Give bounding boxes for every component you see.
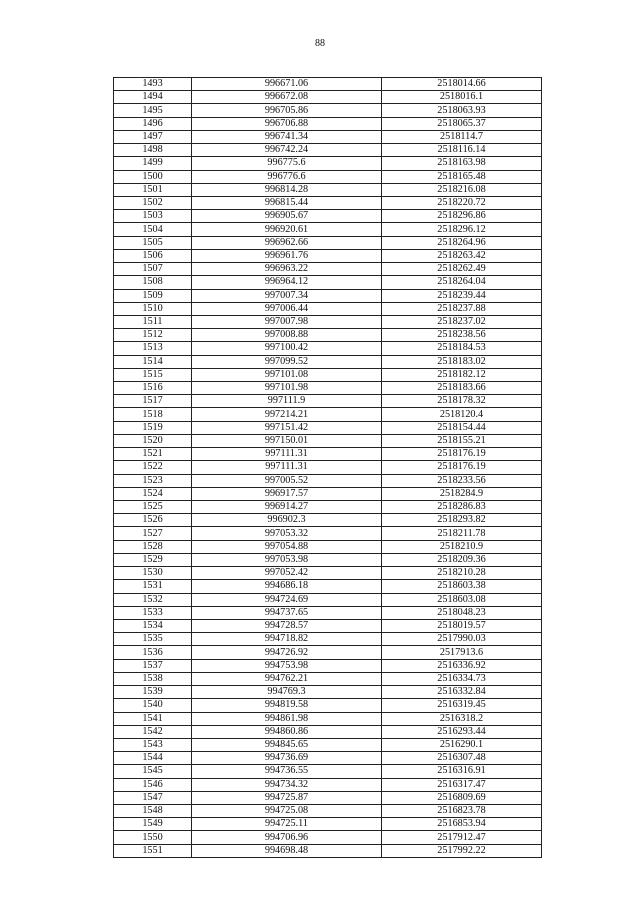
table-row [114,434,542,447]
table-row [114,553,542,566]
point-id-cell: 1522 [114,461,192,474]
point-id-cell: 1542 [114,725,192,738]
table-row [114,329,542,342]
y-coordinate-cell: 2518048.23 [382,606,542,619]
point-id-cell: 1507 [114,263,192,276]
y-coordinate-cell: 2518237.88 [382,302,542,315]
table-row [114,725,542,738]
table-row [114,699,542,712]
y-coordinate-cell: 2518210.9 [382,540,542,553]
y-coordinate-cell: 2518296.86 [382,210,542,223]
x-coordinate-cell: 994736.69 [192,752,382,765]
x-coordinate-cell: 994725.08 [192,805,382,818]
point-id-cell: 1516 [114,382,192,395]
point-id-cell: 1501 [114,183,192,196]
point-id-cell: 1538 [114,672,192,685]
x-coordinate-cell: 996902.3 [192,514,382,527]
x-coordinate-cell: 994726.92 [192,646,382,659]
table-row [114,196,542,209]
table-row [114,315,542,328]
table-row [114,170,542,183]
x-coordinate-cell: 994845.65 [192,738,382,751]
y-coordinate-cell: 2517992.22 [382,844,542,857]
y-coordinate-cell: 2518176.19 [382,448,542,461]
coordinate-table [113,77,542,858]
point-id-cell: 1499 [114,157,192,170]
point-id-cell: 1547 [114,791,192,804]
table-row [114,672,542,685]
x-coordinate-cell: 997150.01 [192,434,382,447]
y-coordinate-cell: 2516334.73 [382,672,542,685]
table-row [114,474,542,487]
point-id-cell: 1536 [114,646,192,659]
point-id-cell: 1545 [114,765,192,778]
point-id-cell: 1523 [114,474,192,487]
table-row [114,501,542,514]
y-coordinate-cell: 2518216.08 [382,183,542,196]
y-coordinate-cell: 2516317.47 [382,778,542,791]
y-coordinate-cell: 2518183.66 [382,382,542,395]
point-id-cell: 1495 [114,104,192,117]
point-id-cell: 1503 [114,210,192,223]
y-coordinate-cell: 2516319.45 [382,699,542,712]
y-coordinate-cell: 2518183.02 [382,355,542,368]
table-row [114,91,542,104]
x-coordinate-cell: 997053.98 [192,553,382,566]
x-coordinate-cell: 994737.65 [192,606,382,619]
x-coordinate-cell: 997005.52 [192,474,382,487]
point-id-cell: 1539 [114,686,192,699]
x-coordinate-cell: 994762.21 [192,672,382,685]
point-id-cell: 1493 [114,78,192,91]
y-coordinate-cell: 2518210.28 [382,567,542,580]
point-id-cell: 1537 [114,659,192,672]
table-row [114,606,542,619]
y-coordinate-cell: 2518063.93 [382,104,542,117]
y-coordinate-cell: 2518238.56 [382,329,542,342]
y-coordinate-cell: 2518262.49 [382,263,542,276]
x-coordinate-cell: 996914.27 [192,501,382,514]
table-row [114,130,542,143]
y-coordinate-cell: 2516853.94 [382,818,542,831]
x-coordinate-cell: 996705.86 [192,104,382,117]
x-coordinate-cell: 994725.87 [192,791,382,804]
y-coordinate-cell: 2518155.21 [382,434,542,447]
x-coordinate-cell: 994861.98 [192,712,382,725]
y-coordinate-cell: 2518019.57 [382,619,542,632]
x-coordinate-cell: 996775.6 [192,157,382,170]
point-id-cell: 1517 [114,395,192,408]
x-coordinate-cell: 994860.86 [192,725,382,738]
point-id-cell: 1524 [114,487,192,500]
table-row [114,408,542,421]
table-row [114,712,542,725]
point-id-cell: 1515 [114,368,192,381]
x-coordinate-cell: 997151.42 [192,421,382,434]
x-coordinate-cell: 996815.44 [192,196,382,209]
x-coordinate-cell: 996961.76 [192,249,382,262]
y-coordinate-cell: 2518284.9 [382,487,542,500]
point-id-cell: 1525 [114,501,192,514]
table-row [114,117,542,130]
x-coordinate-cell: 996671.06 [192,78,382,91]
x-coordinate-cell: 996920.61 [192,223,382,236]
point-id-cell: 1531 [114,580,192,593]
table-row [114,765,542,778]
table-row [114,395,542,408]
point-id-cell: 1511 [114,315,192,328]
table-row [114,791,542,804]
x-coordinate-cell: 997101.98 [192,382,382,395]
x-coordinate-cell: 997101.08 [192,368,382,381]
x-coordinate-cell: 994686.18 [192,580,382,593]
table-row [114,844,542,857]
x-coordinate-cell: 997006.44 [192,302,382,315]
x-coordinate-cell: 997007.98 [192,315,382,328]
x-coordinate-cell: 994698.48 [192,844,382,857]
table-row [114,355,542,368]
point-id-cell: 1496 [114,117,192,130]
y-coordinate-cell: 2518286.83 [382,501,542,514]
y-coordinate-cell: 2518116.14 [382,144,542,157]
point-id-cell: 1494 [114,91,192,104]
x-coordinate-cell: 996672.08 [192,91,382,104]
point-id-cell: 1508 [114,276,192,289]
table-row [114,633,542,646]
point-id-cell: 1532 [114,593,192,606]
page-number: 88 [315,38,325,49]
y-coordinate-cell: 2518264.04 [382,276,542,289]
y-coordinate-cell: 2518209.36 [382,553,542,566]
x-coordinate-cell: 997007.34 [192,289,382,302]
point-id-cell: 1521 [114,448,192,461]
table-row [114,778,542,791]
x-coordinate-cell: 996814.28 [192,183,382,196]
table-row [114,461,542,474]
point-id-cell: 1500 [114,170,192,183]
point-id-cell: 1526 [114,514,192,527]
x-coordinate-cell: 994728.57 [192,619,382,632]
y-coordinate-cell: 2518176.19 [382,461,542,474]
table-row [114,448,542,461]
y-coordinate-cell: 2516332.84 [382,686,542,699]
y-coordinate-cell: 2518264.96 [382,236,542,249]
point-id-cell: 1528 [114,540,192,553]
y-coordinate-cell: 2518182.12 [382,368,542,381]
x-coordinate-cell: 994706.96 [192,831,382,844]
y-coordinate-cell: 2517913.6 [382,646,542,659]
table-row [114,183,542,196]
table-row [114,593,542,606]
x-coordinate-cell: 994734.32 [192,778,382,791]
point-id-cell: 1504 [114,223,192,236]
y-coordinate-cell: 2516318.2 [382,712,542,725]
point-id-cell: 1498 [114,144,192,157]
table-row [114,567,542,580]
point-id-cell: 1546 [114,778,192,791]
y-coordinate-cell: 2518220.72 [382,196,542,209]
y-coordinate-cell: 2518014.66 [382,78,542,91]
table-row [114,276,542,289]
point-id-cell: 1540 [114,699,192,712]
y-coordinate-cell: 2518065.37 [382,117,542,130]
x-coordinate-cell: 997111.9 [192,395,382,408]
point-id-cell: 1548 [114,805,192,818]
y-coordinate-cell: 2518184.53 [382,342,542,355]
point-id-cell: 1519 [114,421,192,434]
point-id-cell: 1527 [114,527,192,540]
y-coordinate-cell: 2518120.4 [382,408,542,421]
table-row [114,831,542,844]
table-row [114,249,542,262]
y-coordinate-cell: 2518154.44 [382,421,542,434]
point-id-cell: 1533 [114,606,192,619]
x-coordinate-cell: 994769.3 [192,686,382,699]
y-coordinate-cell: 2518163.98 [382,157,542,170]
table-row [114,686,542,699]
y-coordinate-cell: 2518237.02 [382,315,542,328]
table-row [114,289,542,302]
x-coordinate-cell: 997111.31 [192,448,382,461]
point-id-cell: 1529 [114,553,192,566]
point-id-cell: 1550 [114,831,192,844]
y-coordinate-cell: 2518603.38 [382,580,542,593]
y-coordinate-cell: 2518016.1 [382,91,542,104]
point-id-cell: 1544 [114,752,192,765]
x-coordinate-cell: 997054.88 [192,540,382,553]
table-row [114,78,542,91]
x-coordinate-cell: 994725.11 [192,818,382,831]
point-id-cell: 1509 [114,289,192,302]
table-row [114,144,542,157]
y-coordinate-cell: 2518263.42 [382,249,542,262]
table-row [114,487,542,500]
point-id-cell: 1543 [114,738,192,751]
table-row [114,738,542,751]
table-row [114,818,542,831]
y-coordinate-cell: 2516336.92 [382,659,542,672]
point-id-cell: 1518 [114,408,192,421]
table-row [114,236,542,249]
point-id-cell: 1505 [114,236,192,249]
table-row [114,619,542,632]
table-row [114,263,542,276]
x-coordinate-cell: 997008.88 [192,329,382,342]
point-id-cell: 1513 [114,342,192,355]
y-coordinate-cell: 2516823.78 [382,805,542,818]
y-coordinate-cell: 2516293.44 [382,725,542,738]
point-id-cell: 1534 [114,619,192,632]
point-id-cell: 1514 [114,355,192,368]
table-row [114,302,542,315]
x-coordinate-cell: 996741.34 [192,130,382,143]
point-id-cell: 1551 [114,844,192,857]
table-row [114,157,542,170]
x-coordinate-cell: 996917.57 [192,487,382,500]
table-row [114,210,542,223]
table-row [114,805,542,818]
table-row [114,659,542,672]
y-coordinate-cell: 2517990.03 [382,633,542,646]
point-id-cell: 1549 [114,818,192,831]
point-id-cell: 1535 [114,633,192,646]
x-coordinate-cell: 994753.98 [192,659,382,672]
x-coordinate-cell: 996706.88 [192,117,382,130]
point-id-cell: 1502 [114,196,192,209]
x-coordinate-cell: 996963.22 [192,263,382,276]
x-coordinate-cell: 996964.12 [192,276,382,289]
x-coordinate-cell: 997111.31 [192,461,382,474]
x-coordinate-cell: 997100.42 [192,342,382,355]
y-coordinate-cell: 2518293.82 [382,514,542,527]
point-id-cell: 1520 [114,434,192,447]
table-row [114,752,542,765]
x-coordinate-cell: 994718.82 [192,633,382,646]
table-row [114,368,542,381]
y-coordinate-cell: 2518178.32 [382,395,542,408]
table-row [114,223,542,236]
point-id-cell: 1530 [114,567,192,580]
y-coordinate-cell: 2516809.69 [382,791,542,804]
point-id-cell: 1510 [114,302,192,315]
table-row [114,342,542,355]
table-row [114,580,542,593]
table-row [114,514,542,527]
point-id-cell: 1497 [114,130,192,143]
x-coordinate-cell: 994736.55 [192,765,382,778]
y-coordinate-cell: 2518296.12 [382,223,542,236]
table-row [114,540,542,553]
table-row [114,646,542,659]
x-coordinate-cell: 997053.32 [192,527,382,540]
x-coordinate-cell: 996776.6 [192,170,382,183]
y-coordinate-cell: 2517912.47 [382,831,542,844]
y-coordinate-cell: 2518114.7 [382,130,542,143]
x-coordinate-cell: 994819.58 [192,699,382,712]
point-id-cell: 1512 [114,329,192,342]
x-coordinate-cell: 994724.69 [192,593,382,606]
point-id-cell: 1541 [114,712,192,725]
y-coordinate-cell: 2518603.08 [382,593,542,606]
x-coordinate-cell: 997214.21 [192,408,382,421]
point-id-cell: 1506 [114,249,192,262]
table-row [114,421,542,434]
y-coordinate-cell: 2518239.44 [382,289,542,302]
x-coordinate-cell: 997052.42 [192,567,382,580]
y-coordinate-cell: 2518211.78 [382,527,542,540]
x-coordinate-cell: 997099.52 [192,355,382,368]
table-body [114,78,542,858]
x-coordinate-cell: 996905.67 [192,210,382,223]
table-row [114,527,542,540]
y-coordinate-cell: 2518233.56 [382,474,542,487]
y-coordinate-cell: 2516316.91 [382,765,542,778]
y-coordinate-cell: 2516290.1 [382,738,542,751]
y-coordinate-cell: 2518165.48 [382,170,542,183]
x-coordinate-cell: 996742.24 [192,144,382,157]
x-coordinate-cell: 996962.66 [192,236,382,249]
table-row [114,382,542,395]
table-row [114,104,542,117]
y-coordinate-cell: 2516307.48 [382,752,542,765]
